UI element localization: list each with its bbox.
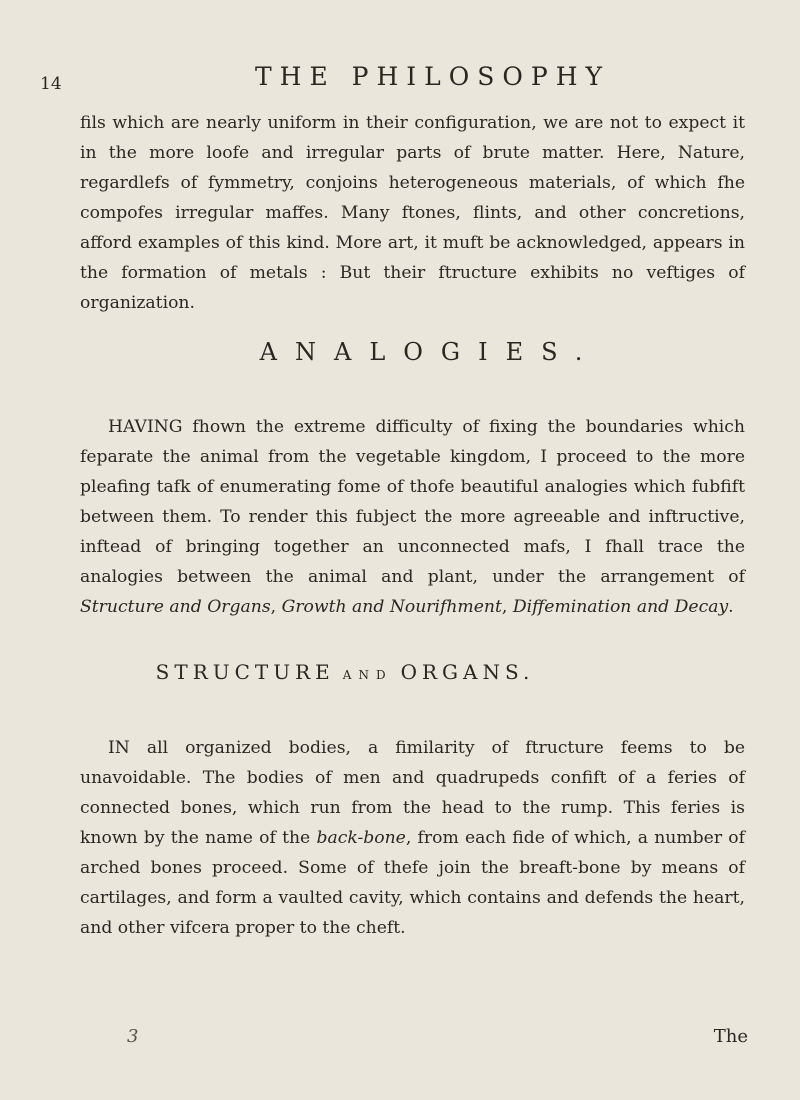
- italic-term: Structure and Organs: [80, 597, 271, 617]
- lead-word: IN: [108, 738, 130, 758]
- running-head: THE PHILOSOPHY: [255, 62, 611, 91]
- italic-term: back-bone: [316, 828, 406, 848]
- paragraph-structure: [80, 733, 745, 943]
- section-heading-analogies: ANALOGIES.: [259, 338, 601, 366]
- page-number: 14: [40, 74, 62, 94]
- paragraph-text: HAVING fhown the extreme difficulty of fixing the boundaries which feparate the animal from the vegetable kingdom, I proceed to the more pleafing tafk of enumerating fome of thofe beautiful analogies which fubfift between them. To render this fubject the more agreeable and inftructive, inftead of bringing together an unconnected mafs, I fhall trace the analogies between the animal and plant, under the arrangement of Structure and Organs, Growth and Nourifhment, Diffemination and Decay.: [80, 417, 745, 617]
- page-header: [40, 44, 740, 94]
- lead-word: HAVING: [108, 417, 183, 437]
- italic-term: Growth and Nourifhment: [281, 597, 502, 617]
- section-heading-structure: STRUCTURE AND ORGANS.: [155, 660, 535, 684]
- italic-term: Diffemination and Decay: [512, 597, 729, 617]
- paragraph-text: IN all organized bodies, a fimilarity of ftructure feems to be unavoidable. The bodies of men and quadrupeds confift of a feries of connected bones, which run from the head to the rump. This feries is known by the name of the back-bone, from each fide of which, a number of arched bones proceed. Some of thefe join the breaft-bone by means of cartilages, and form a vaulted cavity, which contains and defends the heart, and other vifcera proper to the cheft.: [80, 738, 745, 938]
- paragraph-text: fils which are nearly uniform in their configuration, we are not to expect it in the more loofe and irregular parts of brute matter. Here, Nature, regardlefs of fymmetry, conjoins heterogeneous materials, of which fhe compofes irregular maffes. Many ftones, flints, and other concretions, afford examples of this kind. More art, it muft be acknowledged, appears in the formation of metals : But their ftructure exhibits no veftiges of organization.: [80, 113, 745, 313]
- page-footer: [80, 1026, 748, 1056]
- paragraph-analogies: [80, 412, 745, 622]
- paragraph-continued: [80, 108, 745, 318]
- catchword: The: [713, 1026, 748, 1047]
- signature-mark: 3: [127, 1026, 139, 1047]
